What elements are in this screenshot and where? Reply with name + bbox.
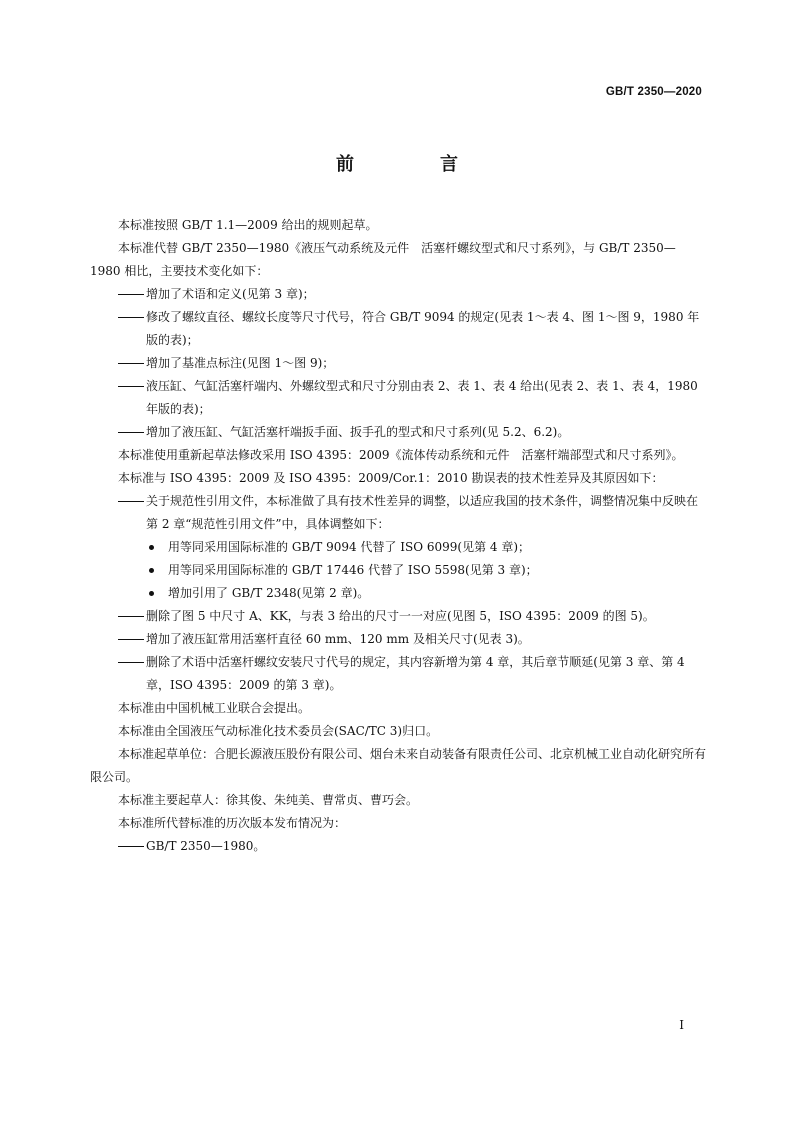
- dash-marker: [118, 639, 144, 640]
- list-item-text: 增加了术语和定义(见第 3 章)；: [146, 287, 315, 301]
- dash-marker: [118, 363, 144, 364]
- paragraph: 本标准使用重新起草法修改采用 ISO 4395：2009《流体传动系统和元件 活塞杆端部型式和尺寸系列》。: [118, 448, 684, 462]
- dash-marker: [118, 501, 144, 502]
- bullet-item-text: 用等同采用国际标准的 GB/T 17446 代替了 ISO 5598(见第 3 章)；: [168, 563, 538, 577]
- list-item-text: 液压缸、气缸活塞杆端内、外螺纹型式和尺寸分别由表 2、表 1、表 4 给出(见表 2、表 1、表 4，1980 年版的表)；: [146, 379, 698, 416]
- paragraph: 本标准起草单位：合肥长源液压股份有限公司、烟台未来自动装备有限责任公司、北京机械工业自动化研究所有限公司。: [90, 747, 707, 784]
- paragraph: 本标准与 ISO 4395：2009 及 ISO 4395：2009/Cor.1：2010 勘误表的技术性差异及其原因如下：: [118, 471, 664, 485]
- dash-marker: [118, 386, 144, 387]
- list-item-text: 删除了图 5 中尺寸 A、KK，与表 3 给出的尺寸一一对应(见图 5，ISO 4395：2009 的图 5)。: [146, 609, 655, 623]
- foreword-body: [90, 214, 706, 858]
- dash-marker: [118, 294, 144, 295]
- list-item-text: 删除了术语中活塞杆螺纹安装尺寸代号的规定，其内容新增为第 4 章，其后章节顺延(见第 3 章、第 4 章，ISO 4395：2009 的第 3 章)。: [146, 655, 685, 692]
- list-item-text: 增加了基准点标注(见图 1～图 9)；: [146, 356, 335, 370]
- dash-marker: [118, 317, 144, 318]
- bullet-dot-icon: [149, 545, 154, 550]
- bullet-dot-icon: [149, 568, 154, 573]
- paragraph: 本标准代替 GB/T 2350—1980《液压气动系统及元件 活塞杆螺纹型式和尺寸系列》，与 GB/T 2350—1980 相比，主要技术变化如下：: [90, 241, 676, 278]
- page-number: I: [679, 1018, 684, 1032]
- bullet-item: [90, 559, 706, 582]
- list-item: [90, 352, 706, 375]
- paragraph: 本标准按照 GB/T 1.1—2009 给出的规则起草。: [118, 218, 378, 232]
- dash-marker: [118, 662, 144, 663]
- list-item-text: 增加了液压缸常用活塞杆直径 60 mm、120 mm 及相关尺寸(见表 3)。: [146, 632, 530, 646]
- list-item-text: GB/T 2350—1980。: [146, 839, 266, 853]
- bullet-item: [90, 582, 706, 605]
- list-item: [90, 651, 706, 697]
- list-item: [90, 628, 706, 651]
- page-title: 前 言: [336, 154, 492, 175]
- bullet-item-text: 用等同采用国际标准的 GB/T 9094 代替了 ISO 6099(见第 4 章)；: [168, 540, 531, 554]
- list-item: [90, 490, 706, 536]
- dash-marker: [118, 616, 144, 617]
- list-item: [90, 421, 706, 444]
- list-item: [90, 605, 706, 628]
- list-item: [90, 306, 706, 352]
- paragraph: 本标准主要起草人：徐其俊、朱纯美、曹常贞、曹巧会。: [118, 793, 419, 807]
- list-item-text: 关于规范性引用文件，本标准做了具有技术性差异的调整，以适应我国的技术条件，调整情况集中反映在第 2 章“规范性引用文件”中，具体调整如下：: [146, 494, 699, 531]
- bullet-item-text: 增加引用了 GB/T 2348(见第 2 章)。: [168, 586, 370, 600]
- list-item-text: 修改了螺纹直径、螺纹长度等尺寸代号，符合 GB/T 9094 的规定(见表 1～表 4、图 1～图 9，1980 年版的表)；: [146, 310, 700, 347]
- list-item: [90, 835, 706, 858]
- list-item-text: 增加了液压缸、气缸活塞杆端扳手面、扳手孔的型式和尺寸系列(见 5.2、6.2)。: [146, 425, 570, 439]
- paragraph: 本标准由中国机械工业联合会提出。: [118, 701, 311, 715]
- dash-marker: [118, 432, 144, 433]
- bullet-item: [90, 536, 706, 559]
- standard-number: GB/T 2350—2020: [605, 86, 702, 98]
- dash-marker: [118, 846, 144, 847]
- list-item: [90, 375, 706, 421]
- paragraph: 本标准由全国液压气动标准化技术委员会(SAC/TC 3)归口。: [118, 724, 439, 738]
- list-item: [90, 283, 706, 306]
- paragraph: 本标准所代替标准的历次版本发布情况为：: [118, 816, 347, 830]
- bullet-dot-icon: [149, 591, 154, 596]
